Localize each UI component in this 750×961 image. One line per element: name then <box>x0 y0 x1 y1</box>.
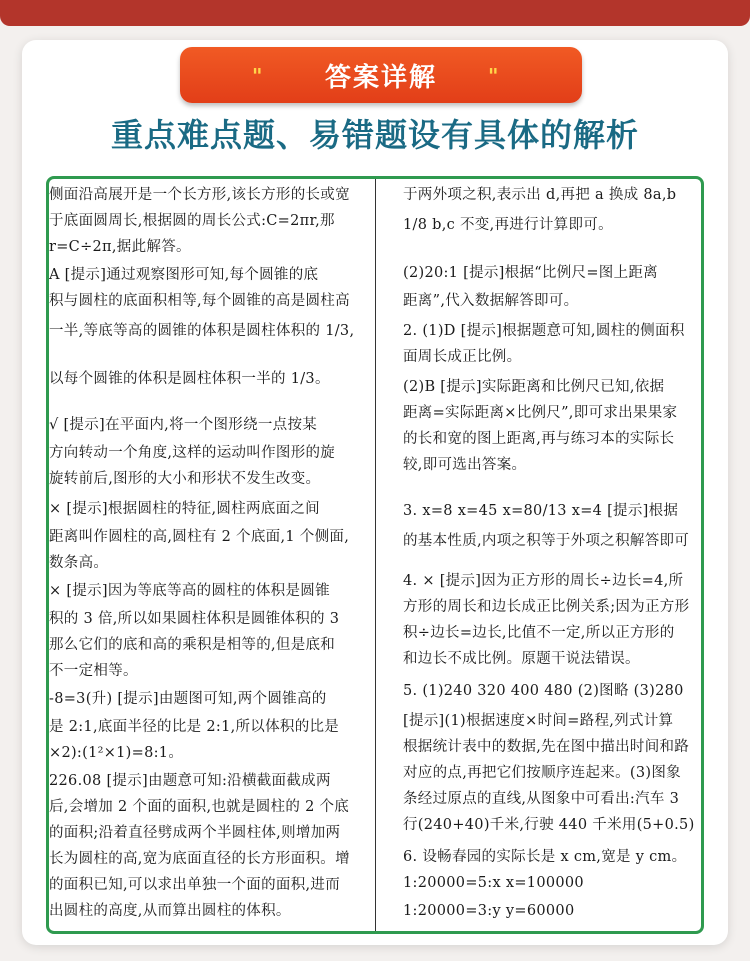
left-line: 方向转动一个角度,这样的运动叫作图形的旋 <box>49 445 336 461</box>
left-line: 是 2:1,底面半径的比是 2:1,所以体积的比是 <box>49 719 340 735</box>
left-line: -8=3(升) [提示]由题图可知,两个圆锥高的 <box>49 691 327 707</box>
left-line: 以每个圆锥的体积是圆柱体积一半的 1/3。 <box>49 371 330 387</box>
right-line: 5. (1)240 320 400 480 (2)图略 (3)280 <box>403 683 684 699</box>
right-line: 根据统计表中的数据,先在图中描出时间和路 <box>403 739 690 755</box>
right-line: 和边长不成比例。原题干说法错误。 <box>403 651 640 667</box>
right-line: 2. (1)D [提示]根据题意可知,圆柱的侧面积 <box>403 323 685 339</box>
left-line: √ [提示]在平面内,将一个图形绕一点按某 <box>49 417 318 433</box>
headline: 重点难点题、易错题设有具体的解析 <box>110 116 639 154</box>
right-line: 对应的点,再把它们按顺序连起来。(3)图象 <box>403 765 681 781</box>
top-bar <box>0 0 750 26</box>
right-line: 于两外项之积,表示出 d,再把 a 换成 8a,b <box>403 187 677 203</box>
right-line: [提示](1)根据速度×时间=路程,列式计算 <box>403 713 674 729</box>
banner-right-quote-icon: " <box>488 64 499 88</box>
right-line: 行(240+40)千米,行驶 440 千米用(5+0.5) <box>403 817 695 833</box>
left-line: 积的 3 倍,所以如果圆柱体积是圆锥体积的 3 <box>49 611 340 627</box>
answer-banner <box>180 47 582 103</box>
left-line: 不一定相等。 <box>49 663 138 679</box>
left-line: 226.08 [提示]由题意可知:沿横截面截成两 <box>49 773 331 789</box>
right-line: 3. x=8 x=45 x=80/13 x=4 [提示]根据 <box>403 503 679 519</box>
left-line: 的面积已知,可以求出单独一个面的面积,进而 <box>49 877 341 893</box>
right-line: 距离”,代入数据解答即可。 <box>403 293 579 309</box>
left-line: 一半,等底等高的圆锥的体积是圆柱体积的 1/3, <box>49 323 355 339</box>
left-line: 距离叫作圆柱的高,圆柱有 2 个底面,1 个侧面, <box>49 529 350 545</box>
column-divider <box>375 179 376 931</box>
left-line: A [提示]通过观察图形可知,每个圆锥的底 <box>49 267 319 283</box>
left-line: × [提示]因为等底等高的圆柱的体积是圆锥 <box>49 583 330 599</box>
right-line: 1:20000=3:y y=60000 <box>403 903 575 919</box>
right-line: 的基本性质,内项之积等于外项之积解答即可 <box>403 533 690 549</box>
right-line: 6. 设畅春园的实际长是 x cm,宽是 y cm。 <box>403 849 687 865</box>
right-line: 1/8 b,c 不变,再进行计算即可。 <box>403 217 613 233</box>
left-line: 积与圆柱的底面积相等,每个圆锥的高是圆柱高 <box>49 293 350 309</box>
left-line: 后,会增加 2 个面的面积,也就是圆柱的 2 个底 <box>49 799 350 815</box>
banner-title: 答案详解 <box>324 62 437 93</box>
right-line: 积÷边长=边长,比值不一定,所以正方形的 <box>403 625 675 641</box>
left-line: 那么它们的底和高的乘积是相等的,但是底和 <box>49 637 336 653</box>
left-line: 出圆柱的高度,从而算出圆柱的体积。 <box>49 903 291 919</box>
right-line: 条经过原点的直线,从图象中可看出:汽车 3 <box>403 791 680 807</box>
left-line: 的面积;沿着直径劈成两个半圆柱体,则增加两 <box>49 825 341 841</box>
right-line: 4. × [提示]因为正方形的周长÷边长=4,所 <box>403 573 684 589</box>
left-line: ×2):(1²×1)=8:1。 <box>49 745 184 761</box>
right-line: (2)B [提示]实际距离和比例尺已知,依据 <box>403 379 665 395</box>
right-line: 1:20000=5:x x=100000 <box>403 875 584 891</box>
left-line: × [提示]根据圆柱的特征,圆柱两底面之间 <box>49 501 320 517</box>
left-line: 侧面沿高展开是一个长方形,该长方形的长或宽 <box>49 187 350 203</box>
right-line: 较,即可选出答案。 <box>403 457 527 473</box>
right-line: 面周长成正比例。 <box>403 349 522 365</box>
right-line: 距离=实际距离×比例尺”,即可求出果果家 <box>403 405 678 421</box>
right-line: (2)20:1 [提示]根据“比例尺=图上距离 <box>403 265 658 281</box>
left-line: 旋转前后,图形的大小和形状不发生改变。 <box>49 471 321 487</box>
left-column <box>46 179 413 931</box>
left-line: r=C÷2π,据此解答。 <box>49 239 191 255</box>
left-line: 长为圆柱的高,宽为底面直径的长方形面积。增 <box>49 851 350 867</box>
banner-left-quote-icon: " <box>252 64 263 88</box>
right-line: 方形的周长和边长成正比例关系;因为正方形 <box>403 599 690 615</box>
left-line: 数条高。 <box>49 555 109 571</box>
answer-document <box>46 176 704 934</box>
left-line: 于底面圆周长,根据圆的周长公式:C=2πr,那 <box>49 213 335 229</box>
right-column <box>397 179 704 931</box>
right-line: 的长和宽的图上距离,再与练习本的实际长 <box>403 431 675 447</box>
